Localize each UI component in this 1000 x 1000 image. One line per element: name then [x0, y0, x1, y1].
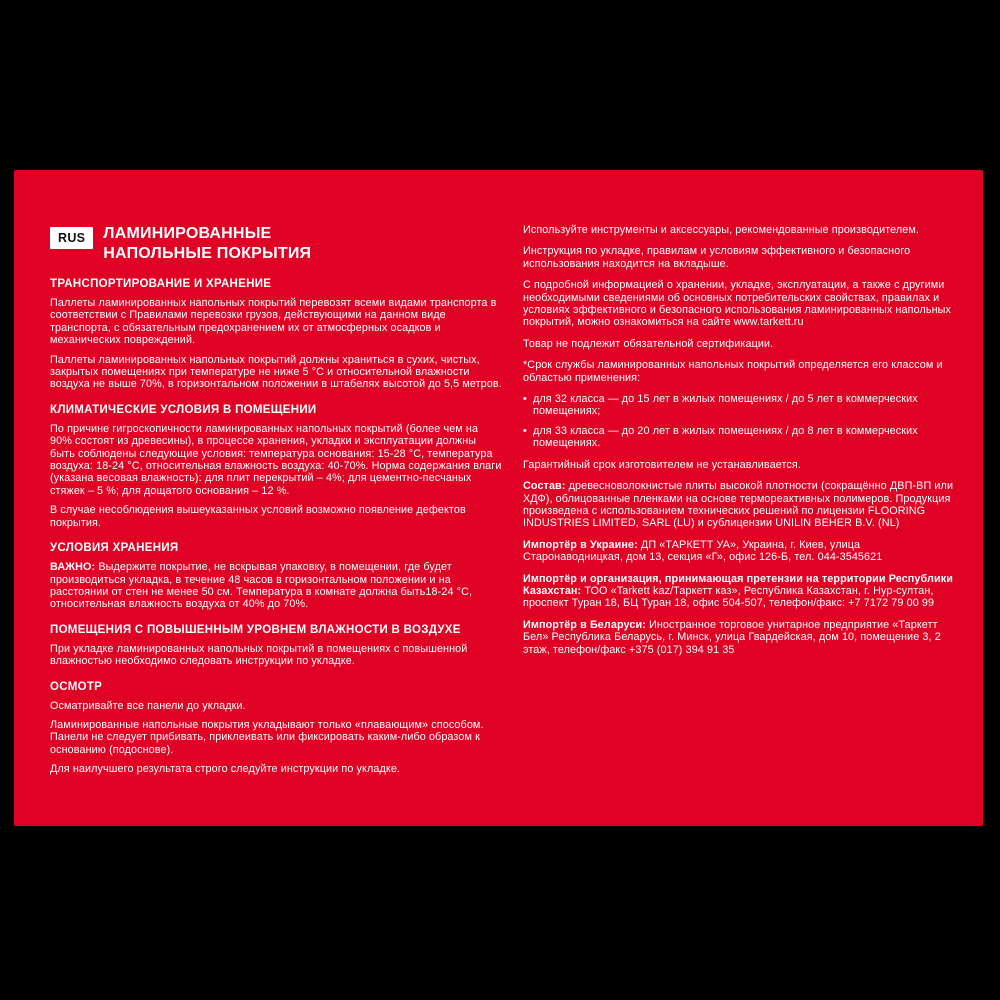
section-storage-conditions	[50, 542, 502, 611]
paragraph-text: Иностранное торговое унитарное предприятие «Таркетт Бел» Республика Беларусь, г. Минск, улица Гвардейская, дом 10, помещение 3, 2 этаж, телефон/факс +375 (017) 394 91 35	[523, 618, 941, 656]
paragraph	[50, 763, 502, 775]
bullet-icon: •	[523, 393, 527, 406]
paragraph	[50, 504, 502, 529]
paragraph-lead: Импортёр и организация, принимающая претензии на территории Республики Казахстан:	[523, 572, 953, 597]
paragraph-text: ДП «ТАРКЕТТ УА», Украина, г. Киев, улица Старонаводницкая, дом 13, секция «Г», офис 126-Б, тел. 044-3545621	[523, 538, 883, 564]
label-card	[14, 170, 983, 826]
paragraph-text: С подробной информацией о хранении, укладке, эксплуатации, а также с другими необходимыми сведениями об основных потребительских свойствах, правилах и условиях эффективного и безопасного использования ламинированных напольных покрытий, можно ознакомиться на сайте www.tarkett.ru	[523, 279, 951, 329]
paragraph-lead: Импортёр в Беларуси:	[523, 618, 646, 631]
paragraph	[50, 354, 502, 391]
list-item-text: для 32 класса — до 15 лет в жилых помещениях / до 5 лет в коммерческих помещениях;	[533, 393, 918, 418]
language-badge: RUS	[50, 227, 93, 249]
section-inspection	[50, 681, 502, 776]
paragraph	[50, 719, 502, 756]
paragraph	[50, 700, 502, 712]
paragraph-service-life	[523, 359, 960, 384]
section-humid-rooms	[50, 624, 502, 668]
paragraph-lead: Состав:	[523, 480, 566, 493]
list-item	[523, 425, 960, 450]
paragraph-text: Осматривайте все панели до укладки.	[50, 699, 246, 712]
section-heading: ОСМОТР	[50, 680, 103, 693]
paragraph-importer-belarus	[523, 619, 960, 656]
right-column	[523, 224, 960, 783]
paragraph-text: Товар не подлежит обязательной сертификации.	[523, 337, 774, 350]
section-transport-storage	[50, 278, 502, 391]
label-columns	[50, 224, 960, 783]
product-title	[103, 224, 311, 264]
paragraph-text: *Срок службы ламинированных напольных покрытий определяется его классом и областью применения:	[523, 359, 943, 384]
paragraph	[50, 643, 502, 668]
paragraph-text: По причине гигроскопичности ламинированных напольных покрытий (более чем на 90% состоят из древесины), в процессе хранения, укладки и эксплуатации должны быть соблюдены следующие условия: температура основания: 15-28 °С, температура воздуха: 18-24 °С, относительная влажность воздуха: 40-70%. Норма содержания влаги (указана весовая влажность): для плит перекрытий – 4%; для цементно-песчаных стяжек – 5 %; для дощатого основания – 12 %.	[50, 422, 502, 497]
paragraph-importer-ukraine	[523, 539, 960, 564]
paragraph-text: Паллеты ламинированных напольных покрытий перевозят всеми видами транспорта в соответствии с Правилами перевозки грузов, действующими на данном виде транспорта, с обязательным предохранением их от атмосферных осадков и механических повреждений.	[50, 297, 497, 347]
left-column	[50, 224, 502, 783]
paragraph-text: В случае несоблюдения вышеуказанных условий возможно появление дефектов покрытия.	[50, 504, 466, 529]
paragraph-text: Инструкция по укладке, правилам и условиям эффективного и безопасного использования находится на вкладыше.	[523, 245, 911, 270]
product-title-line1: ЛАМИНИРОВАННЫЕ	[103, 225, 272, 242]
paragraph-lead: ВАЖНО:	[50, 561, 96, 574]
title-row	[50, 224, 502, 264]
paragraph	[523, 459, 960, 471]
paragraph-text: Гарантийный срок изготовителем не устанавливается.	[523, 458, 801, 471]
list-item-text: для 33 класса — до 20 лет в жилых помещениях / до 8 лет в коммерческих помещениях.	[533, 424, 918, 450]
section-heading: ТРАНСПОРТИРОВАНИЕ И ХРАНЕНИЕ	[50, 278, 272, 290]
paragraph	[50, 297, 502, 347]
paragraph-text: древесноволокнистые плиты высокой плотности (сокращённо ДВП-ВП или ХДФ), облицованные пленками на основе термореактивных полимеров. Продукция произведена с использованием технических решений по лицензии FLOORING INDUSTRIES LIMITED, SARL (LU) и сублицензии UNILIN BEHER B.V. (NL)	[523, 480, 954, 530]
paragraph-text: При укладке ламинированных напольных покрытий в помещениях с повышенной влажностью необходимо следовать инструкции по укладке.	[50, 642, 468, 668]
service-life-list	[523, 393, 960, 450]
paragraph-importer-kazakhstan	[523, 573, 960, 610]
paragraph-text: Используйте инструменты и аксессуары, рекомендованные производителем.	[523, 224, 920, 236]
paragraph	[523, 279, 960, 329]
bullet-icon: •	[523, 424, 527, 437]
paragraph-text: Выдержите покрытие, не вскрывая упаковку, в помещении, где будет производиться укладка, в течение 48 часов в горизонтальном положении и на расстоянии от стен не менее 50 см. Температура в комнате должна быть18-24 °С, относительная влажность воздуха от 40% до 70%.	[50, 561, 473, 611]
paragraph	[523, 338, 960, 350]
paragraph	[523, 224, 960, 236]
section-heading: КЛИМАТИЧЕСКИЕ УСЛОВИЯ В ПОМЕЩЕНИИ	[50, 403, 317, 416]
list-item	[523, 393, 960, 418]
paragraph-composition	[523, 480, 960, 530]
paragraph-text: ТОО «Tarkett kaz/Таркетт каз», Республика Казахстан, г. Нур-султан, проспект Туран 18, БЦ Туран 18, офис 504-507, телефон/факс: +7 7172 79 00 99	[523, 584, 935, 610]
product-title-line2: НАПОЛЬНЫЕ ПОКРЫТИЯ	[103, 245, 312, 262]
section-heading: ПОМЕЩЕНИЯ С ПОВЫШЕННЫМ УРОВНЕМ ВЛАЖНОСТИ В ВОЗДУХЕ	[50, 623, 461, 636]
paragraph-text: Паллеты ламинированных напольных покрытий должны храниться в сухих, чистых, закрытых помещениях при температуре не ниже 5 °С и относительной влажности воздуха не выше 70%, в горизонтальном положении в штабелях высотой до 5,5 метров.	[50, 353, 502, 391]
paragraph-text: Ламинированные напольные покрытия укладывают только «плавающим» способом. Панели не следует прибивать, приклеивать или фиксировать каким-либо образом к основанию (подоснове).	[50, 718, 484, 756]
paragraph	[50, 423, 502, 497]
paragraph-lead: Импортёр в Украине:	[523, 538, 638, 551]
section-climate-conditions	[50, 404, 502, 529]
paragraph-text: Для наилучшего результата строго следуйте инструкции по укладке.	[50, 763, 401, 776]
paragraph	[523, 245, 960, 270]
section-heading: УСЛОВИЯ ХРАНЕНИЯ	[50, 542, 179, 555]
paragraph	[50, 561, 502, 611]
